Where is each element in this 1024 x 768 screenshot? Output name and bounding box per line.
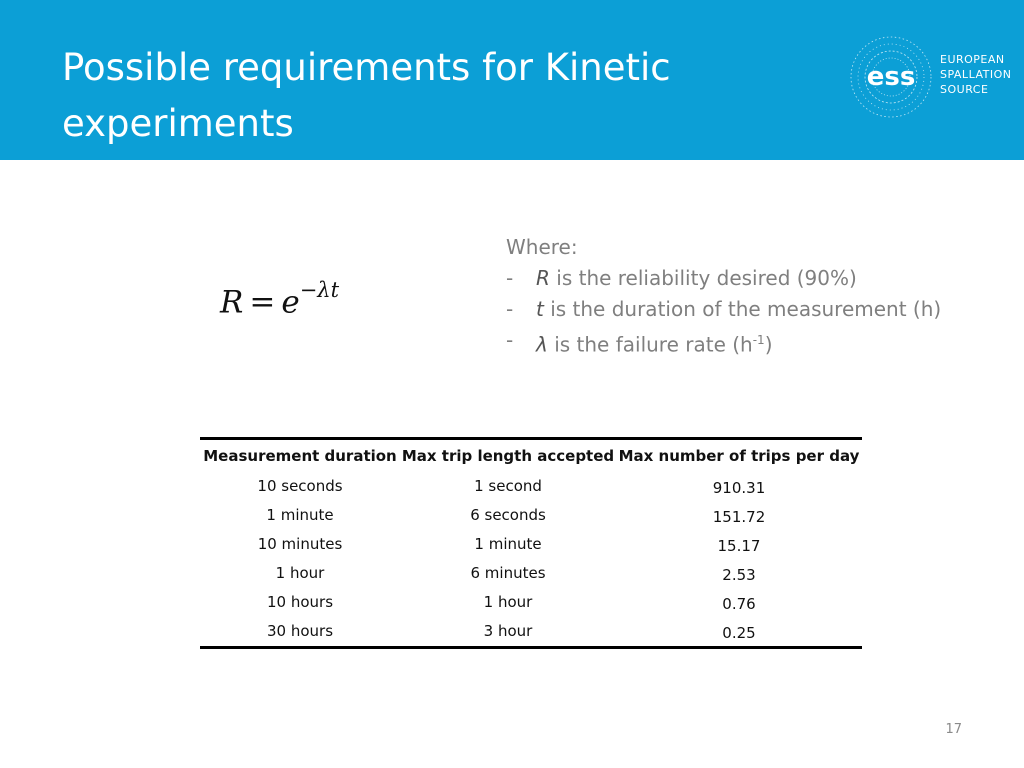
table-cell: 10 hours bbox=[266, 593, 334, 611]
definition-symbol: t bbox=[536, 297, 544, 321]
table-row bbox=[200, 530, 862, 559]
variable-definitions bbox=[506, 232, 941, 361]
definition-r bbox=[506, 263, 941, 294]
reliability-formula bbox=[220, 278, 340, 321]
formula-base: e bbox=[281, 284, 300, 321]
page-number: 17 bbox=[945, 722, 962, 737]
ess-logo-line2: SPALLATION bbox=[940, 68, 1012, 81]
definition-lambda bbox=[506, 325, 941, 361]
column-header: Measurement duration bbox=[203, 447, 397, 465]
bullet-dash: - bbox=[506, 328, 514, 352]
table-cell: 10 minutes bbox=[257, 535, 343, 553]
table-row bbox=[200, 559, 862, 588]
table-row bbox=[200, 617, 862, 646]
slide-title-line2: experiments bbox=[62, 102, 294, 145]
table-row bbox=[200, 472, 862, 501]
table-cell: 1 hour bbox=[275, 564, 325, 582]
definition-t bbox=[506, 294, 941, 325]
definition-text: is the duration of the measurement (h) bbox=[543, 297, 942, 321]
table-cell: 6 seconds bbox=[470, 506, 546, 524]
formula-exponent: −λt bbox=[299, 278, 340, 302]
slide-title bbox=[62, 40, 782, 152]
ess-logo-icon bbox=[848, 32, 938, 122]
table-cell: 0.76 bbox=[722, 595, 756, 613]
ess-logo bbox=[848, 32, 1018, 124]
table-cell: 2.53 bbox=[722, 566, 756, 584]
bullet-dash: - bbox=[506, 297, 514, 321]
ess-logo-line3: SOURCE bbox=[940, 83, 989, 96]
table-cell: 1 second bbox=[474, 477, 542, 495]
table-cell: 1 minute bbox=[474, 535, 542, 553]
definition-tail: ) bbox=[764, 332, 773, 357]
column-header: Max trip length accepted bbox=[401, 447, 615, 465]
table-header-row bbox=[200, 440, 862, 472]
formula-lhs: R bbox=[220, 284, 244, 321]
table-cell: 1 minute bbox=[266, 506, 334, 524]
ess-logo-line1: EUROPEAN bbox=[940, 53, 1005, 66]
definition-superscript: -1 bbox=[752, 333, 765, 347]
definition-symbol: λ bbox=[536, 332, 548, 357]
table-cell: 10 seconds bbox=[257, 477, 343, 495]
table-cell: 910.31 bbox=[712, 479, 766, 497]
ess-logo-mark: ess bbox=[866, 62, 916, 92]
table-cell: 6 minutes bbox=[470, 564, 546, 582]
table-cell: 15.17 bbox=[717, 537, 761, 555]
definition-symbol: R bbox=[536, 266, 550, 290]
column-header: Max number of trips per day bbox=[618, 447, 860, 465]
table-row bbox=[200, 588, 862, 617]
table-cell: 3 hour bbox=[483, 622, 533, 640]
where-heading: Where: bbox=[506, 235, 578, 259]
bullet-dash: - bbox=[506, 266, 514, 290]
formula-equals: = bbox=[249, 284, 276, 321]
ess-logo-wordmark bbox=[940, 52, 1011, 97]
title-banner bbox=[0, 0, 1024, 160]
trips-table bbox=[200, 437, 862, 649]
table-cell: 0.25 bbox=[722, 624, 756, 642]
table-row bbox=[200, 501, 862, 530]
table-cell: 151.72 bbox=[712, 508, 766, 526]
definition-text: is the reliability desired (90%) bbox=[549, 266, 857, 290]
table-cell: 30 hours bbox=[266, 622, 334, 640]
definition-text: is the failure rate (h bbox=[547, 332, 753, 357]
table-cell: 1 hour bbox=[483, 593, 533, 611]
slide-title-line1: Possible requirements for Kinetic bbox=[62, 46, 671, 89]
